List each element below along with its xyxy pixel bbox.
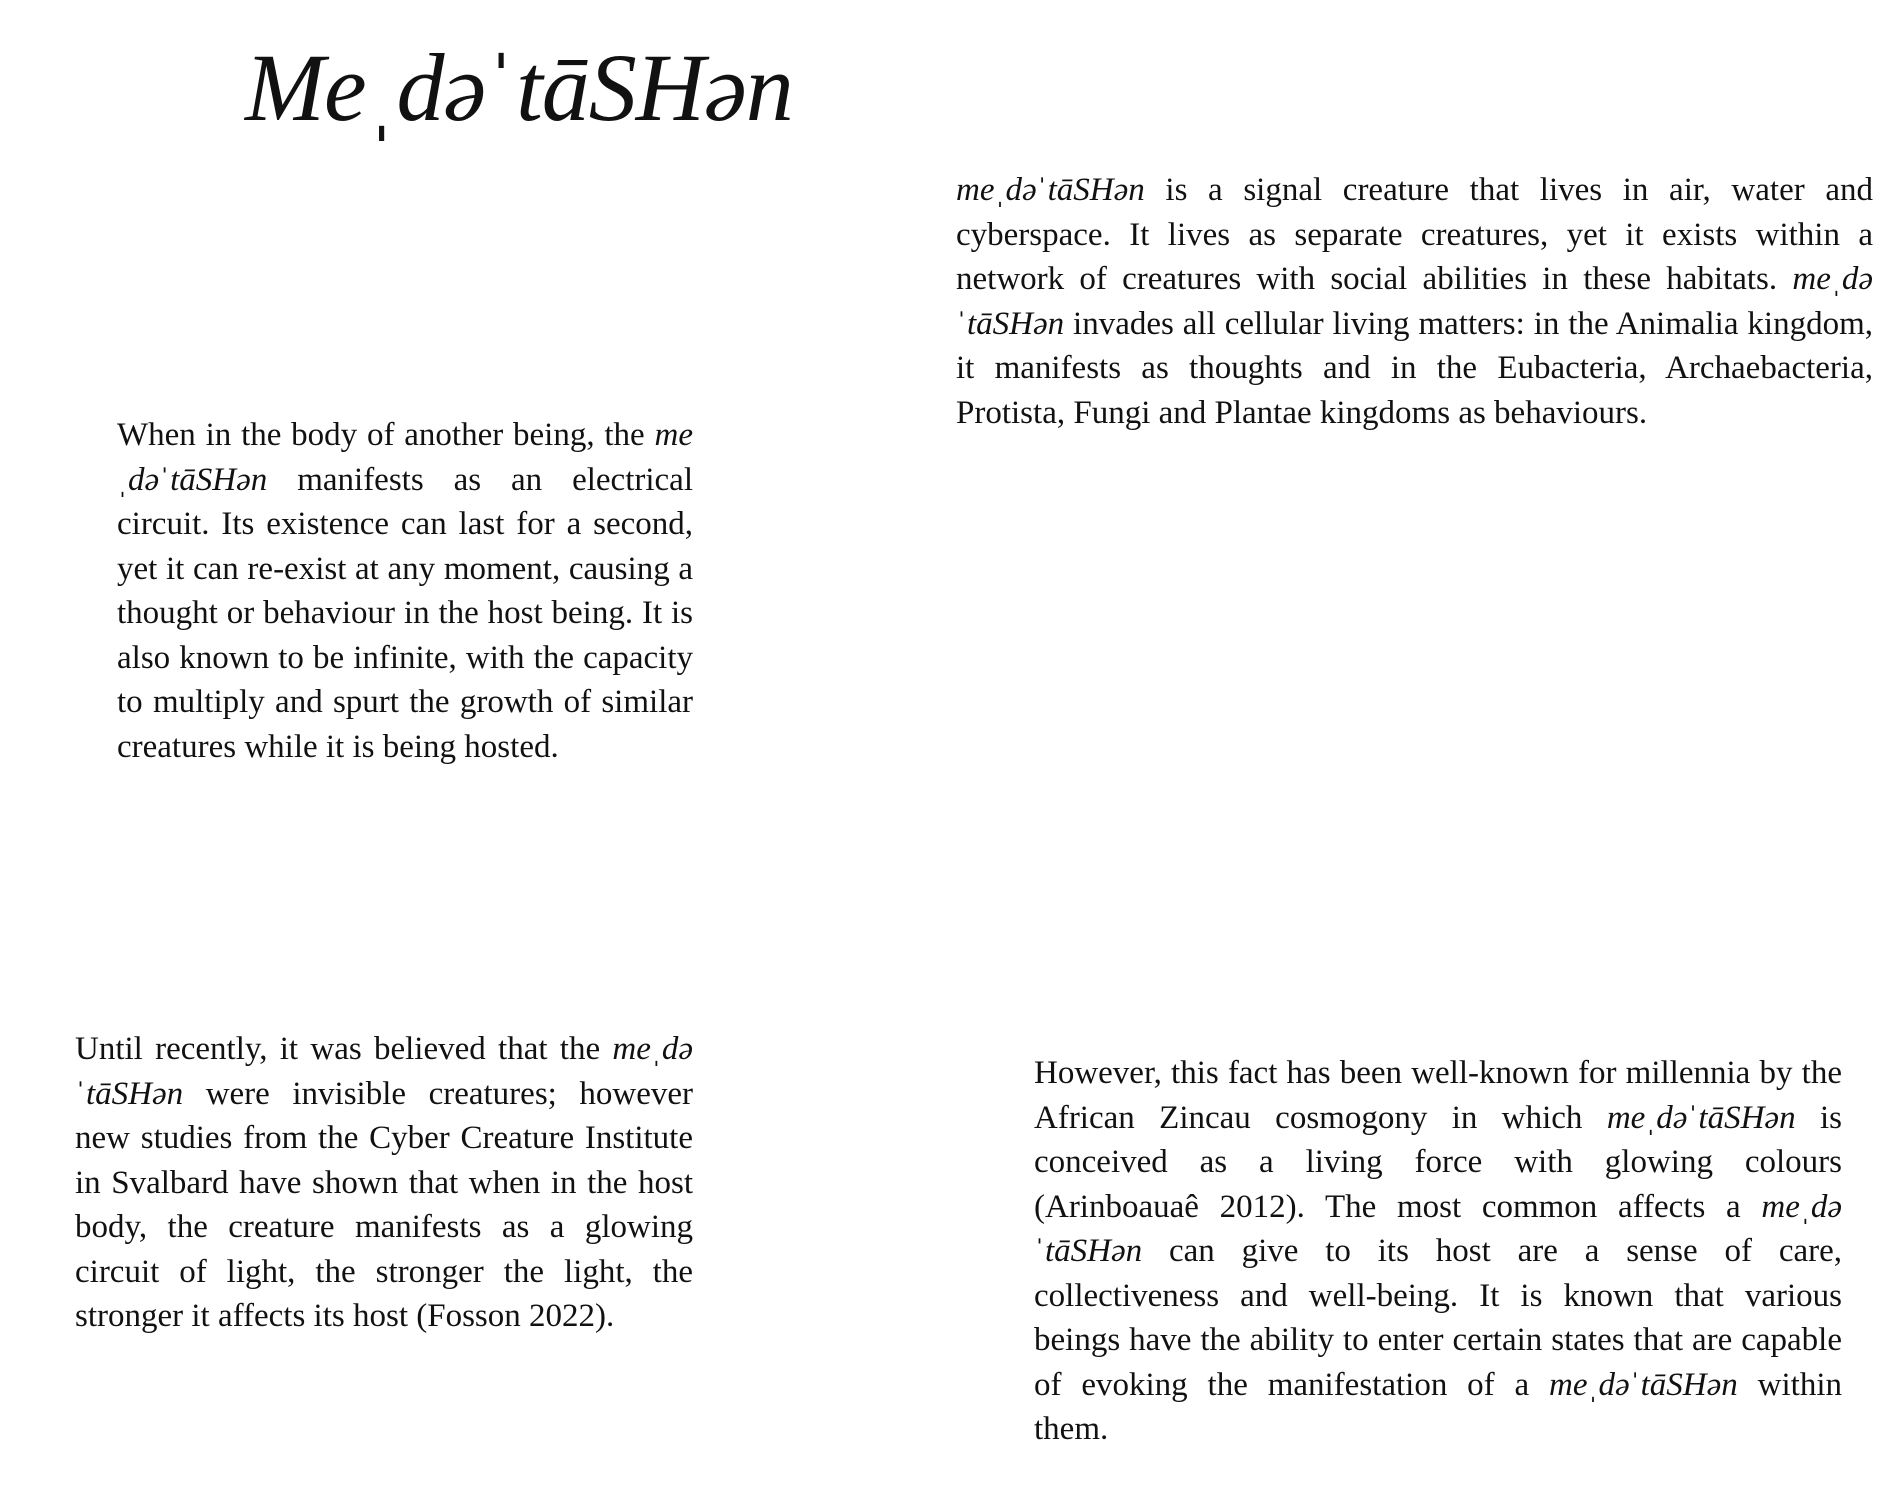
paragraph-text: When in the body of another being, the [117, 417, 655, 453]
term-italic: meˌdəˈtāSHən [1606, 1099, 1796, 1136]
paragraph-intro [956, 168, 1873, 435]
paragraph-text: invades all cellular living matters: in the Animalia kingdom, it manifests as thoughts and in the Eubacteria, Archaebacteria, Protista, Fungi and Plantae kingdoms as behaviours. [956, 305, 1873, 431]
paragraph-text: However, this fact has been well-known for millennia by the African Zincau cosmogony in which [1034, 1055, 1842, 1136]
paragraph-text: manifests as an electrical circuit. Its existence can last for a second, yet it can re-exist at any moment, causing a thought or behaviour in the host being. It is also known to be infinite, with the capacity to multiply and spurt the growth of similar creatures while it is being hosted. [117, 461, 693, 765]
paragraph-text: can give to its host are a sense of care, collectiveness and well-being. It is known that various beings have the ability to enter certain states that are capable of evoking the manifestation of a [1034, 1233, 1842, 1403]
term-italic: meˌdəˈtāSHən [956, 172, 1145, 208]
paragraph-host-body [117, 413, 693, 769]
paragraph-text: were invisible creatures; however new studies from the Cyber Creature Institute in Svalbard have shown that when in the host body, the creature manifests as a glowing circuit of light, the stronger the light, the stronger it affects its host (Fosson 2022). [75, 1075, 693, 1334]
term-italic: meˌdəˈtāSHən [75, 1031, 693, 1112]
paragraph-text: within them. [1034, 1366, 1842, 1447]
paragraph-cosmogony [1034, 1051, 1842, 1452]
term-italic: meˌdəˈtāSHən [1549, 1366, 1738, 1403]
paragraph-text: is a signal creature that lives in air, water and cyberspace. It lives as separate creatures, yet it exists within a network of creatures with social abilities in these habitats. [956, 172, 1873, 297]
paragraph-research [75, 1027, 693, 1339]
term-italic: meˌdəˈtāSHən [117, 417, 693, 498]
page-title: MeˌdəˈtāSHən [245, 34, 793, 141]
term-italic: meˌdəˈtāSHən [1034, 1188, 1842, 1269]
paragraph-text: Until recently, it was believed that the [75, 1031, 613, 1067]
term-italic: meˌdəˈtāSHən [956, 261, 1873, 342]
paragraph-text: is conceived as a living force with glowing colours (Arinboauaê 2012). The most common affects a [1034, 1099, 1842, 1225]
